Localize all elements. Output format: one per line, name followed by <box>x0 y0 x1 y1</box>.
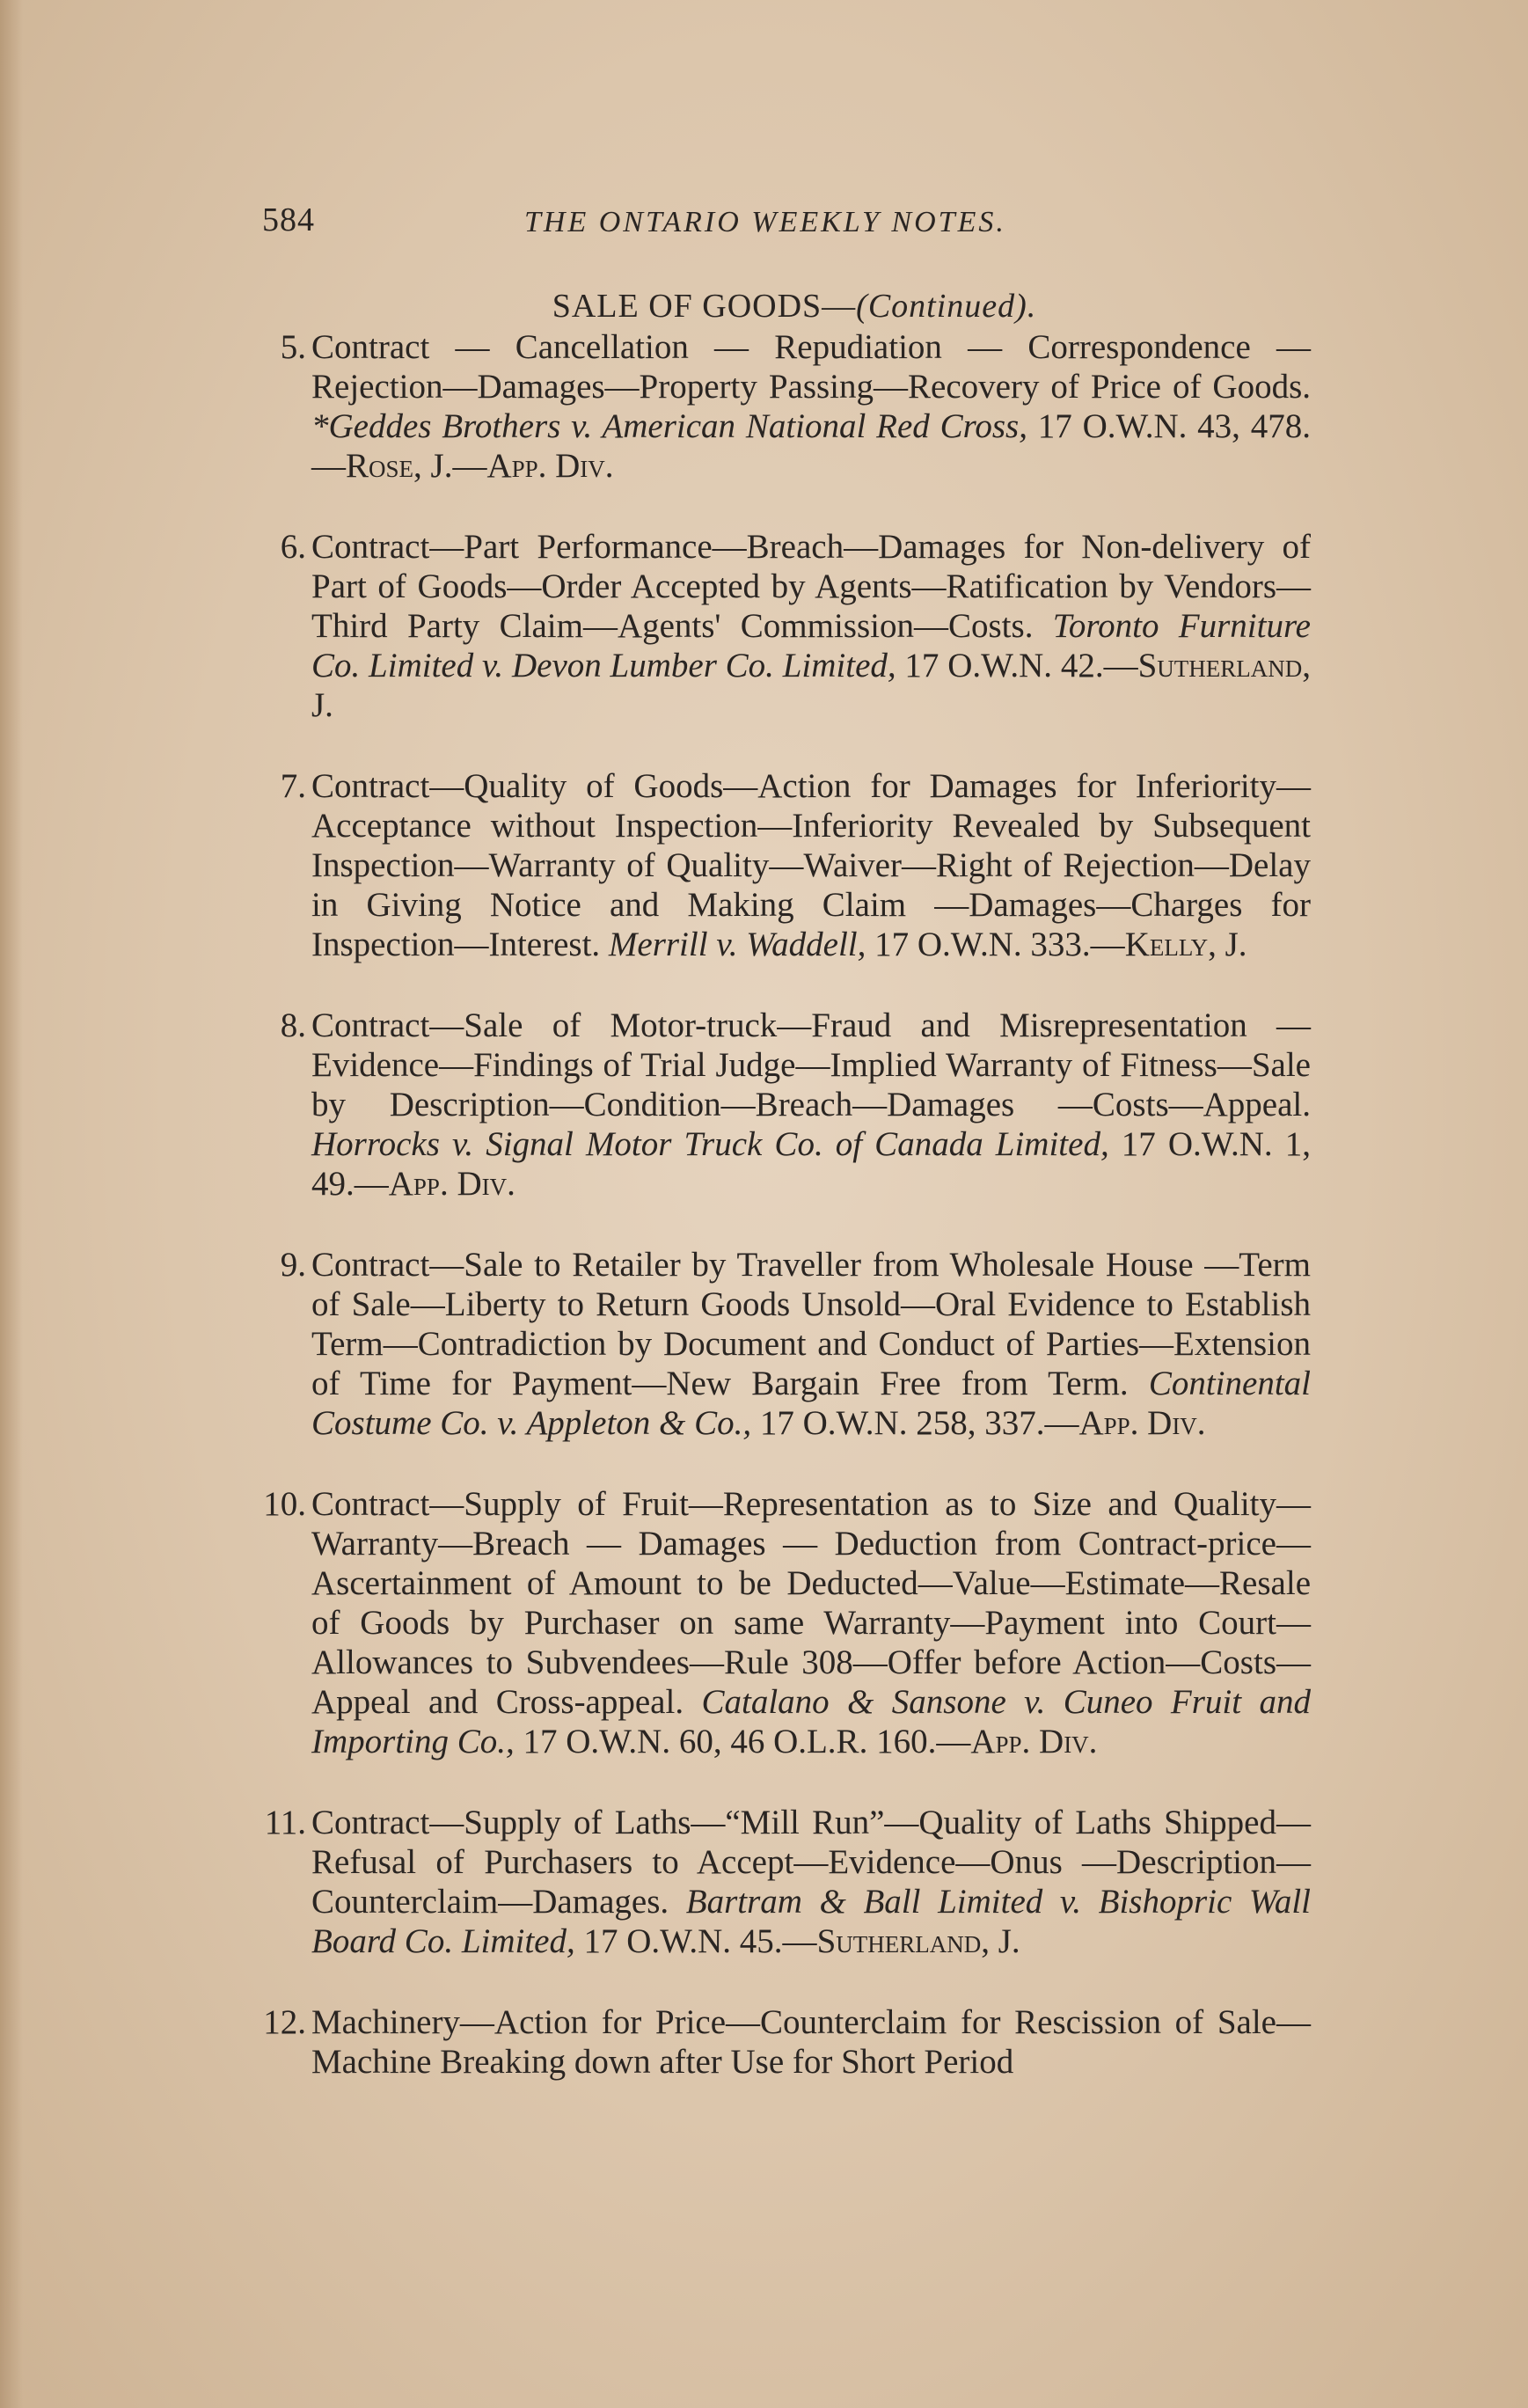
digest-entry <box>238 527 1311 725</box>
digest-entry <box>238 1484 1311 1761</box>
entry-number: 6. <box>280 528 306 566</box>
case-name: *Geddes Brothers v. American National Red Cross, <box>311 407 1027 445</box>
entry-text: Contract—Quality of Goods—Action for Damages for Inferiority—Acceptance without Inspection—Inferiority Revealed by Subsequent Inspection—Warranty of Quality—Waiver—Right of Rejection—Delay in Giving Notice and Making Claim —Damages—Charges for Inspection—Interest. <box>311 767 1311 963</box>
judge: Kelly, J. <box>1124 926 1247 963</box>
page-header <box>262 201 1327 253</box>
judge: App. Div. <box>970 1723 1098 1760</box>
entry-text: Contract—Part Performance—Breach—Damages for Non-delivery of Part of Goods—Order Accepted by Agents—Ratification by Vendors—Third Party Claim—Agents' Commission—Costs. <box>311 528 1311 645</box>
judge: Rose, J.—App. Div. <box>346 447 614 485</box>
citation: 17 O.W.N. 42.— <box>896 647 1138 684</box>
entry-text: Contract—Sale to Retailer by Traveller from Wholesale House —Term of Sale—Liberty to Return Goods Unsold—Oral Evidence to Establish Term—Contradiction by Document and Conduct of Parties—Extension of Time for Payment—New Bargain Free from Term. <box>311 1246 1311 1402</box>
entry-text: Machinery—Action for Price—Counterclaim for Rescission of Sale—Machine Breaking down after Use for Short Period <box>311 2003 1311 2081</box>
entry-number: 7. <box>280 767 306 805</box>
entry-text: Contract—Supply of Laths—“Mill Run”—Quality of Laths Shipped—Refusal of Purchasers to Accept—Evidence—Onus —Description—Counterclaim—Damages. <box>311 1804 1311 1921</box>
running-title: THE ONTARIO WEEKLY NOTES. <box>524 206 1006 238</box>
citation: 17 O.W.N. 60, 46 O.L.R. 160.— <box>514 1723 971 1760</box>
case-name: Bartram & Ball Limited v. Bishopric Wall Board Co. Limited, <box>311 1883 1311 1960</box>
case-name: Continental Costume Co. v. Appleton & Co., <box>311 1365 1311 1442</box>
citation: 17 O.W.N. 258, 337.— <box>751 1404 1079 1442</box>
digest-entry <box>238 766 1311 964</box>
judge: Sutherland, J. <box>311 647 1311 724</box>
digest-entry <box>238 1006 1311 1204</box>
entry-number: 12. <box>263 2003 306 2041</box>
case-name: Merrill v. Waddell, <box>608 926 866 963</box>
case-name: Toronto Furniture Co. Limited v. Devon Lumber Co. Limited, <box>311 607 1311 684</box>
entry-number: 11. <box>264 1804 306 1841</box>
entry-number: 10. <box>263 1485 306 1523</box>
digest-entry <box>238 327 1311 486</box>
judge: App. Div. <box>1078 1404 1206 1442</box>
section-continued: (Continued). <box>856 288 1037 325</box>
citation: 17 O.W.N. 45.— <box>574 1922 817 1960</box>
digest-entries <box>238 327 1311 2123</box>
digest-entry <box>238 1803 1311 1961</box>
digest-entry <box>238 2002 1311 2082</box>
page-edge-shadow <box>0 0 23 2408</box>
citation: 17 O.W.N. 43, 478.— <box>311 407 1311 485</box>
entry-number: 8. <box>280 1006 306 1044</box>
entry-number: 9. <box>280 1246 306 1284</box>
entry-text: Contract—Supply of Fruit—Representation as to Size and Quality—Warranty—Breach — Damages — Deduction from Contract-price—Ascertainment of Amount to be Deducted—Value—Estimate—Resale of Goods by Purchaser on same Warranty—Payment into Court—Allowances to Subvendees—Rule 308—Offer before Action—Costs—Appeal and Cross-appeal. <box>311 1485 1311 1721</box>
case-name: Catalano & Sansone v. Cuneo Fruit and Importing Co., <box>311 1683 1311 1760</box>
entry-number: 5. <box>280 328 306 366</box>
section-title-text: SALE OF GOODS— <box>552 288 857 325</box>
citation: 17 O.W.N. 333.— <box>866 926 1125 963</box>
section-title <box>262 287 1327 326</box>
entry-text: Contract — Cancellation — Repudiation — Correspondence — Rejection—Damages—Property Passing—Recovery of Price of Goods. <box>311 328 1311 406</box>
judge: App. Div. <box>388 1165 515 1203</box>
digest-entry <box>238 1245 1311 1443</box>
judge: Sutherland, J. <box>816 1922 1020 1960</box>
page-number: 584 <box>262 201 315 238</box>
citation: 17 O.W.N. 1, 49.— <box>311 1125 1311 1203</box>
entry-text: Contract—Sale of Motor-truck—Fraud and Misrepresentation —Evidence—Findings of Trial Judge—Implied Warranty of Fitness—Sale by Description—Condition—Breach—Damages —Costs—Appeal. <box>311 1006 1311 1123</box>
case-name: Horrocks v. Signal Motor Truck Co. of Canada Limited, <box>311 1125 1109 1163</box>
